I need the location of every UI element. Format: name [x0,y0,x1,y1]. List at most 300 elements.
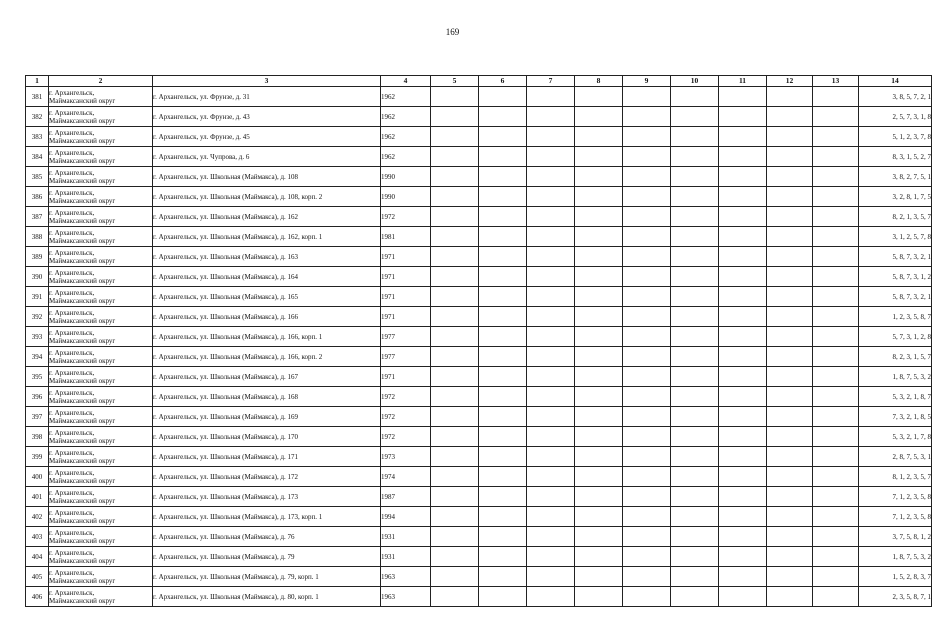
empty-cell-col-5 [431,487,479,507]
table-header-row [26,76,932,87]
address-cell: г. Архангельск, ул. Школьная (Маймакса), д. 162 [153,207,381,227]
district-line-2: Маймаксанский округ [49,376,116,385]
address-cell: г. Архангельск, ул. Чупрова, д. 6 [153,147,381,167]
row-number-cell: 393 [26,327,49,347]
empty-cell-col-5 [431,467,479,487]
empty-cell-col-12 [767,287,813,307]
empty-cell-col-9 [623,527,671,547]
empty-cell-col-10 [671,407,719,427]
empty-cell-col-11 [719,327,767,347]
empty-cell-col-13 [813,227,859,247]
empty-cell-col-11 [719,527,767,547]
empty-cell-col-8 [575,167,623,187]
address-cell: г. Архангельск, ул. Школьная (Маймакса), д. 79, корп. 1 [153,567,381,587]
table-row [26,167,932,187]
empty-cell-col-9 [623,127,671,147]
district-line-1: г. Архангельск, [49,308,95,317]
empty-cell-col-5 [431,407,479,427]
year-cell: 1972 [381,207,431,227]
table-row [26,227,932,247]
table-row [26,307,932,327]
codes-cell: 2, 5, 7, 3, 1, 8 [859,107,932,127]
empty-cell-col-10 [671,287,719,307]
empty-cell-col-10 [671,87,719,107]
year-cell: 1971 [381,287,431,307]
empty-cell-col-10 [671,127,719,147]
table-row [26,487,932,507]
empty-cell-col-8 [575,507,623,527]
address-cell: г. Архангельск, ул. Школьная (Маймакса), д. 164 [153,267,381,287]
empty-cell-col-7 [527,387,575,407]
table-row [26,347,932,367]
year-cell: 1962 [381,107,431,127]
address-cell: г. Архангельск, ул. Школьная (Маймакса), д. 171 [153,447,381,467]
empty-cell-col-10 [671,547,719,567]
codes-cell: 5, 7, 3, 1, 2, 8 [859,327,932,347]
district-line-1: г. Архангельск, [49,448,95,457]
empty-cell-col-5 [431,427,479,447]
district-line-1: г. Архангельск, [49,168,95,177]
district-line-1: г. Архангельск, [49,588,95,597]
empty-cell-col-11 [719,227,767,247]
empty-cell-col-10 [671,227,719,247]
empty-cell-col-10 [671,507,719,527]
year-cell: 1987 [381,487,431,507]
empty-cell-col-9 [623,567,671,587]
empty-cell-col-7 [527,127,575,147]
empty-cell-col-12 [767,147,813,167]
district-line-1: г. Архангельск, [49,488,95,497]
empty-cell-col-5 [431,347,479,367]
address-cell: г. Архангельск, ул. Школьная (Маймакса), д. 173 [153,487,381,507]
address-cell: г. Архангельск, ул. Школьная (Маймакса), д. 168 [153,387,381,407]
address-cell: г. Архангельск, ул. Школьная (Маймакса), д. 79 [153,547,381,567]
empty-cell-col-9 [623,307,671,327]
empty-cell-col-12 [767,527,813,547]
empty-cell-col-5 [431,147,479,167]
empty-cell-col-11 [719,587,767,607]
column-header-8: 8 [575,76,623,87]
empty-cell-col-11 [719,127,767,147]
empty-cell-col-6 [479,527,527,547]
district-cell [49,247,153,267]
district-line-2: Маймаксанский округ [49,196,116,205]
empty-cell-col-11 [719,387,767,407]
codes-cell: 1, 5, 2, 8, 3, 7 [859,567,932,587]
table-row [26,427,932,447]
codes-cell: 5, 1, 2, 3, 7, 8 [859,127,932,147]
codes-cell: 5, 3, 2, 1, 8, 7 [859,387,932,407]
empty-cell-col-13 [813,187,859,207]
empty-cell-col-10 [671,167,719,187]
empty-cell-col-13 [813,527,859,547]
row-number-cell: 388 [26,227,49,247]
codes-cell: 7, 3, 2, 1, 8, 5 [859,407,932,427]
district-line-1: г. Архангельск, [49,548,95,557]
row-number-cell: 396 [26,387,49,407]
address-cell: г. Архангельск, ул. Школьная (Маймакса), д. 108 [153,167,381,187]
empty-cell-col-8 [575,147,623,167]
district-line-2: Маймаксанский округ [49,256,116,265]
district-line-1: г. Архангельск, [49,228,95,237]
year-cell: 1990 [381,187,431,207]
district-cell [49,447,153,467]
district-line-1: г. Архангельск, [49,328,95,337]
empty-cell-col-11 [719,187,767,207]
empty-cell-col-8 [575,247,623,267]
address-cell: г. Архангельск, ул. Школьная (Маймакса), д. 166, корп. 1 [153,327,381,347]
district-line-2: Маймаксанский округ [49,476,116,485]
empty-cell-col-9 [623,507,671,527]
empty-cell-col-9 [623,147,671,167]
address-cell: г. Архангельск, ул. Школьная (Маймакса), д. 169 [153,407,381,427]
empty-cell-col-12 [767,367,813,387]
empty-cell-col-6 [479,267,527,287]
empty-cell-col-6 [479,387,527,407]
empty-cell-col-9 [623,227,671,247]
empty-cell-col-11 [719,347,767,367]
district-line-2: Маймаксанский округ [49,556,116,565]
row-number-cell: 403 [26,527,49,547]
district-cell [49,147,153,167]
address-cell: г. Архангельск, ул. Школьная (Маймакса), д. 172 [153,467,381,487]
year-cell: 1994 [381,507,431,527]
district-line-2: Маймаксанский округ [49,516,116,525]
district-cell [49,167,153,187]
empty-cell-col-8 [575,327,623,347]
table-row [26,147,932,167]
codes-cell: 5, 8, 7, 3, 2, 1 [859,287,932,307]
empty-cell-col-13 [813,267,859,287]
empty-cell-col-9 [623,207,671,227]
district-line-2: Маймаксанский округ [49,236,116,245]
row-number-cell: 402 [26,507,49,527]
row-number-cell: 400 [26,467,49,487]
year-cell: 1972 [381,387,431,407]
empty-cell-col-6 [479,87,527,107]
empty-cell-col-7 [527,167,575,187]
district-line-2: Маймаксанский округ [49,136,116,145]
empty-cell-col-12 [767,167,813,187]
row-number-cell: 391 [26,287,49,307]
district-line-1: г. Архангельск, [49,268,95,277]
codes-cell: 8, 2, 1, 3, 5, 7 [859,207,932,227]
empty-cell-col-11 [719,107,767,127]
district-cell [49,287,153,307]
row-number-cell: 385 [26,167,49,187]
district-line-1: г. Архангельск, [49,528,95,537]
district-line-2: Маймаксанский округ [49,496,116,505]
row-number-cell: 387 [26,207,49,227]
empty-cell-col-12 [767,227,813,247]
empty-cell-col-11 [719,547,767,567]
codes-cell: 5, 8, 7, 3, 2, 1 [859,247,932,267]
empty-cell-col-6 [479,507,527,527]
table-body [26,87,932,607]
table-row [26,267,932,287]
address-cell: г. Архангельск, ул. Школьная (Маймакса), д. 170 [153,427,381,447]
address-cell: г. Архангельск, ул. Школьная (Маймакса), д. 167 [153,367,381,387]
address-cell: г. Архангельск, ул. Школьная (Маймакса), д. 108, корп. 2 [153,187,381,207]
address-cell: г. Архангельск, ул. Фрунзе, д. 45 [153,127,381,147]
empty-cell-col-12 [767,127,813,147]
empty-cell-col-12 [767,187,813,207]
district-cell [49,207,153,227]
year-cell: 1971 [381,307,431,327]
empty-cell-col-9 [623,267,671,287]
address-cell: г. Архангельск, ул. Школьная (Маймакса), д. 173, корп. 1 [153,507,381,527]
column-header-14: 14 [859,76,932,87]
codes-cell: 7, 1, 2, 3, 5, 8 [859,507,932,527]
year-cell: 1962 [381,87,431,107]
empty-cell-col-12 [767,347,813,367]
district-line-2: Маймаксанский округ [49,176,116,185]
row-number-cell: 395 [26,367,49,387]
district-cell [49,267,153,287]
empty-cell-col-13 [813,567,859,587]
district-line-2: Маймаксанский округ [49,296,116,305]
row-number-cell: 381 [26,87,49,107]
empty-cell-col-8 [575,467,623,487]
empty-cell-col-12 [767,487,813,507]
empty-cell-col-10 [671,587,719,607]
year-cell: 1963 [381,567,431,587]
empty-cell-col-13 [813,307,859,327]
column-header-3: 3 [153,76,381,87]
empty-cell-col-7 [527,367,575,387]
empty-cell-col-10 [671,567,719,587]
empty-cell-col-8 [575,307,623,327]
empty-cell-col-8 [575,87,623,107]
empty-cell-col-13 [813,147,859,167]
empty-cell-col-11 [719,267,767,287]
table-row [26,467,932,487]
empty-cell-col-8 [575,267,623,287]
district-line-1: г. Архангельск, [49,568,95,577]
empty-cell-col-8 [575,567,623,587]
codes-cell: 3, 8, 2, 7, 5, 1 [859,167,932,187]
empty-cell-col-13 [813,247,859,267]
row-number-cell: 383 [26,127,49,147]
empty-cell-col-12 [767,547,813,567]
empty-cell-col-12 [767,447,813,467]
empty-cell-col-6 [479,427,527,447]
empty-cell-col-13 [813,367,859,387]
codes-cell: 3, 7, 5, 8, 1, 2 [859,527,932,547]
empty-cell-col-8 [575,387,623,407]
empty-cell-col-13 [813,507,859,527]
district-cell [49,347,153,367]
empty-cell-col-5 [431,107,479,127]
empty-cell-col-10 [671,327,719,347]
codes-cell: 8, 3, 1, 5, 2, 7 [859,147,932,167]
codes-cell: 2, 8, 7, 5, 3, 1 [859,447,932,467]
row-number-cell: 405 [26,567,49,587]
table-row [26,367,932,387]
empty-cell-col-6 [479,107,527,127]
empty-cell-col-9 [623,407,671,427]
year-cell: 1962 [381,127,431,147]
codes-cell: 5, 3, 2, 1, 7, 8 [859,427,932,447]
empty-cell-col-5 [431,447,479,467]
column-header-13: 13 [813,76,859,87]
table-row [26,527,932,547]
empty-cell-col-12 [767,467,813,487]
empty-cell-col-9 [623,447,671,467]
empty-cell-col-7 [527,187,575,207]
empty-cell-col-5 [431,547,479,567]
district-line-2: Маймаксанский округ [49,316,116,325]
district-line-2: Маймаксанский округ [49,356,116,365]
empty-cell-col-7 [527,427,575,447]
table-row [26,507,932,527]
empty-cell-col-9 [623,87,671,107]
empty-cell-col-5 [431,387,479,407]
page-number: 169 [445,27,460,37]
empty-cell-col-12 [767,207,813,227]
row-number-cell: 386 [26,187,49,207]
empty-cell-col-8 [575,447,623,467]
empty-cell-col-13 [813,127,859,147]
empty-cell-col-7 [527,267,575,287]
year-cell: 1963 [381,587,431,607]
empty-cell-col-5 [431,187,479,207]
district-line-1: г. Архангельск, [49,468,95,477]
district-line-1: г. Архангельск, [49,248,95,257]
table-row [26,107,932,127]
empty-cell-col-5 [431,167,479,187]
empty-cell-col-6 [479,307,527,327]
empty-cell-col-7 [527,227,575,247]
empty-cell-col-13 [813,587,859,607]
empty-cell-col-5 [431,287,479,307]
district-line-2: Маймаксанский округ [49,536,116,545]
codes-cell: 8, 1, 2, 3, 5, 7 [859,467,932,487]
empty-cell-col-11 [719,567,767,587]
district-line-2: Маймаксанский округ [49,276,116,285]
empty-cell-col-5 [431,367,479,387]
empty-cell-col-12 [767,107,813,127]
empty-cell-col-12 [767,87,813,107]
empty-cell-col-8 [575,127,623,147]
empty-cell-col-8 [575,487,623,507]
empty-cell-col-9 [623,487,671,507]
codes-cell: 3, 1, 2, 5, 7, 8 [859,227,932,247]
column-header-6: 6 [479,76,527,87]
empty-cell-col-8 [575,547,623,567]
district-cell [49,567,153,587]
address-cell: г. Архангельск, ул. Фрунзе, д. 31 [153,87,381,107]
district-cell [49,107,153,127]
table-row [26,87,932,107]
empty-cell-col-10 [671,107,719,127]
year-cell: 1971 [381,247,431,267]
district-line-1: г. Архангельск, [49,348,95,357]
address-cell: г. Архангельск, ул. Школьная (Маймакса), д. 163 [153,247,381,267]
empty-cell-col-5 [431,327,479,347]
address-cell: г. Архангельск, ул. Школьная (Маймакса), д. 166, корп. 2 [153,347,381,367]
district-line-2: Маймаксанский округ [49,216,116,225]
empty-cell-col-8 [575,107,623,127]
empty-cell-col-7 [527,487,575,507]
empty-cell-col-7 [527,447,575,467]
empty-cell-col-13 [813,287,859,307]
empty-cell-col-6 [479,347,527,367]
district-line-1: г. Архангельск, [49,428,95,437]
district-cell [49,527,153,547]
empty-cell-col-5 [431,527,479,547]
year-cell: 1974 [381,467,431,487]
empty-cell-col-13 [813,407,859,427]
row-number-cell: 399 [26,447,49,467]
empty-cell-col-10 [671,427,719,447]
codes-cell: 1, 8, 7, 5, 3, 2 [859,367,932,387]
district-line-1: г. Архангельск, [49,508,95,517]
empty-cell-col-10 [671,467,719,487]
empty-cell-col-7 [527,587,575,607]
empty-cell-col-13 [813,347,859,367]
district-line-2: Маймаксанский округ [49,596,116,605]
empty-cell-col-11 [719,487,767,507]
empty-cell-col-11 [719,287,767,307]
empty-cell-col-6 [479,487,527,507]
year-cell: 1981 [381,227,431,247]
year-cell: 1931 [381,547,431,567]
district-line-1: г. Архангельск, [49,288,95,297]
codes-cell: 5, 8, 7, 3, 1, 2 [859,267,932,287]
district-cell [49,187,153,207]
empty-cell-col-6 [479,587,527,607]
district-line-2: Маймаксанский округ [49,96,116,105]
empty-cell-col-7 [527,467,575,487]
empty-cell-col-7 [527,307,575,327]
empty-cell-col-6 [479,187,527,207]
codes-cell: 7, 1, 2, 3, 5, 8 [859,487,932,507]
empty-cell-col-6 [479,127,527,147]
column-header-7: 7 [527,76,575,87]
empty-cell-col-12 [767,587,813,607]
empty-cell-col-11 [719,407,767,427]
year-cell: 1990 [381,167,431,187]
empty-cell-col-5 [431,267,479,287]
empty-cell-col-8 [575,427,623,447]
empty-cell-col-10 [671,307,719,327]
empty-cell-col-12 [767,567,813,587]
year-cell: 1977 [381,347,431,367]
empty-cell-col-9 [623,247,671,267]
district-cell [49,307,153,327]
district-cell [49,87,153,107]
empty-cell-col-6 [479,147,527,167]
empty-cell-col-7 [527,147,575,167]
empty-cell-col-11 [719,507,767,527]
empty-cell-col-13 [813,167,859,187]
district-cell [49,227,153,247]
row-number-cell: 390 [26,267,49,287]
empty-cell-col-7 [527,247,575,267]
empty-cell-col-5 [431,587,479,607]
codes-cell: 3, 8, 5, 7, 2, 1 [859,87,932,107]
codes-cell: 8, 2, 3, 1, 5, 7 [859,347,932,367]
column-header-5: 5 [431,76,479,87]
district-cell [49,467,153,487]
district-line-2: Маймаксанский округ [49,336,116,345]
empty-cell-col-8 [575,527,623,547]
empty-cell-col-7 [527,327,575,347]
empty-cell-col-9 [623,387,671,407]
row-number-cell: 394 [26,347,49,367]
row-number-cell: 384 [26,147,49,167]
